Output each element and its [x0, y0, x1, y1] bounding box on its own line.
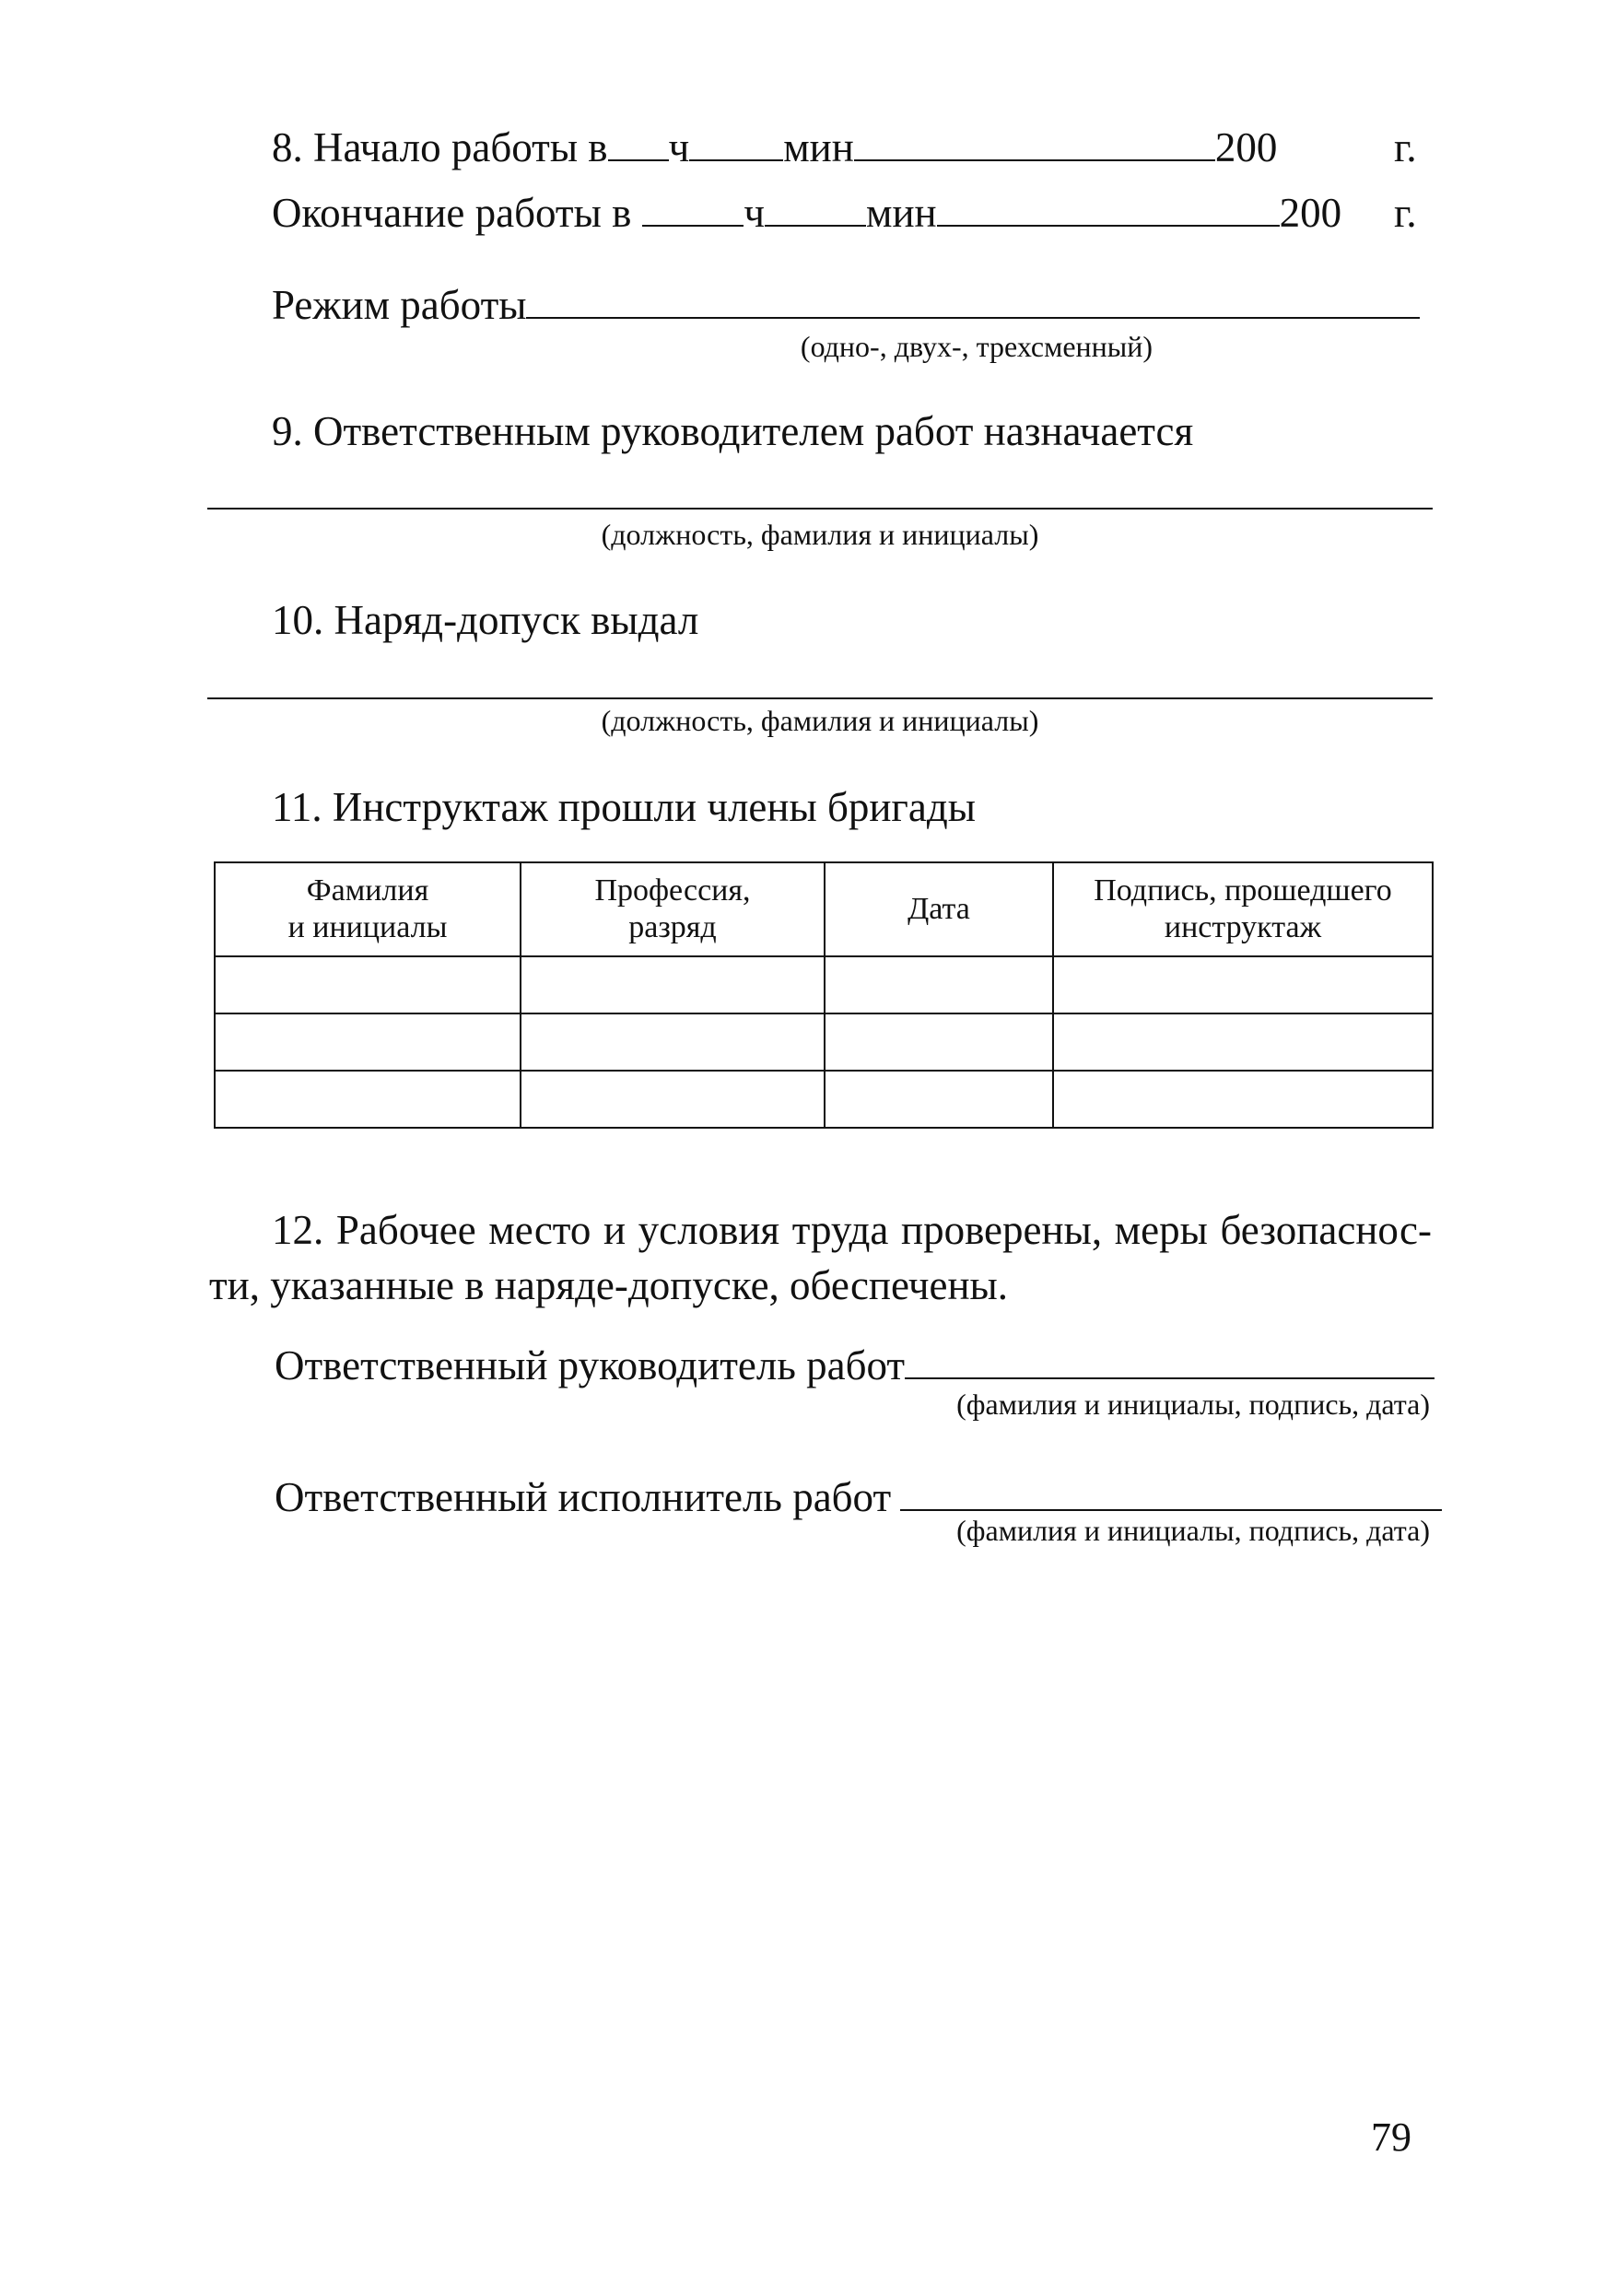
work-start-line: [272, 122, 1277, 173]
cell-profession[interactable]: [521, 956, 825, 1013]
work-start-label: 8. Начало работы в: [272, 124, 608, 170]
cell-name[interactable]: [215, 1071, 521, 1128]
supervisor-assigned-label: 9. Ответственным руководителем работ назначается: [272, 408, 1194, 454]
work-start-minute-unit: мин: [783, 124, 854, 170]
cell-signature[interactable]: [1053, 1071, 1433, 1128]
header-profession: Профессия, разряд: [521, 862, 825, 956]
cell-date[interactable]: [825, 1013, 1053, 1071]
cell-date[interactable]: [825, 1071, 1053, 1128]
work-end-year-prefix: 200: [1279, 190, 1342, 236]
cell-name[interactable]: [215, 1013, 521, 1071]
cell-name[interactable]: [215, 956, 521, 1013]
workplace-checked-line1: 12. Рабочее место и условия труда проверены, меры безопаснос-: [272, 1207, 1432, 1253]
supervisor-assigned-hint: (должность, фамилия и инициалы): [601, 518, 1039, 551]
work-mode-label: Режим работы: [272, 282, 527, 328]
work-end-minute-unit: мин: [865, 190, 937, 236]
work-mode-hint: (одно-, двух-, трехсменный): [800, 330, 1153, 363]
work-end-year-suffix: г.: [1394, 190, 1417, 236]
workplace-checked-paragraph: [209, 1202, 1432, 1313]
work-start-year-prefix: 200: [1214, 124, 1278, 170]
page-number: 79: [1371, 2114, 1411, 2160]
responsible-executor-label: Ответственный исполнитель работ: [275, 1474, 892, 1520]
responsible-executor-hint: (фамилия и инициалы, подпись, дата): [956, 1514, 1430, 1547]
header-date: Дата: [825, 862, 1053, 956]
work-end-date-field[interactable]: [937, 188, 1280, 227]
table-row: [215, 956, 1433, 1013]
work-end-label: Окончание работы в: [272, 190, 632, 236]
work-end-minute-field[interactable]: [765, 188, 866, 227]
supervisor-assigned-field[interactable]: [207, 508, 1433, 510]
permit-issuer-field[interactable]: [207, 697, 1433, 699]
workplace-checked-line2: ти, указанные в наряде-допуске, обеспечены.: [209, 1262, 1009, 1308]
work-mode-field[interactable]: [526, 280, 1420, 319]
cell-profession[interactable]: [521, 1013, 825, 1071]
cell-signature[interactable]: [1053, 956, 1433, 1013]
responsible-executor-field[interactable]: [900, 1472, 1442, 1511]
work-end-hour-field[interactable]: [642, 188, 744, 227]
responsible-supervisor-line: [275, 1340, 1434, 1391]
work-start-hour-unit: ч: [668, 124, 690, 170]
cell-profession[interactable]: [521, 1071, 825, 1128]
table-row: [215, 1013, 1433, 1071]
work-start-year-suffix: г.: [1394, 124, 1417, 170]
work-start-date-field[interactable]: [854, 123, 1215, 161]
cell-date[interactable]: [825, 956, 1053, 1013]
responsible-supervisor-field[interactable]: [905, 1341, 1434, 1379]
work-start-hour-field[interactable]: [608, 123, 669, 161]
work-start-minute-field[interactable]: [689, 123, 783, 161]
table-header-row: [215, 862, 1433, 956]
cell-signature[interactable]: [1053, 1013, 1433, 1071]
work-end-hour-unit: ч: [744, 190, 765, 236]
responsible-supervisor-label: Ответственный руководитель работ: [275, 1342, 906, 1388]
briefing-title: 11. Инструктаж прошли члены бригады: [272, 784, 976, 830]
permit-issuer-hint: (должность, фамилия и инициалы): [601, 704, 1039, 737]
work-mode-line: [272, 279, 1420, 331]
header-name: Фамилия и инициалы: [215, 862, 521, 956]
header-signature: Подпись, прошедшего инструктаж: [1053, 862, 1433, 956]
table-row: [215, 1071, 1433, 1128]
brigade-briefing-table: [214, 861, 1434, 1129]
permit-issuer-label: 10. Наряд-допуск выдал: [272, 597, 699, 643]
responsible-supervisor-hint: (фамилия и инициалы, подпись, дата): [956, 1388, 1430, 1421]
work-end-line: [272, 187, 1341, 239]
